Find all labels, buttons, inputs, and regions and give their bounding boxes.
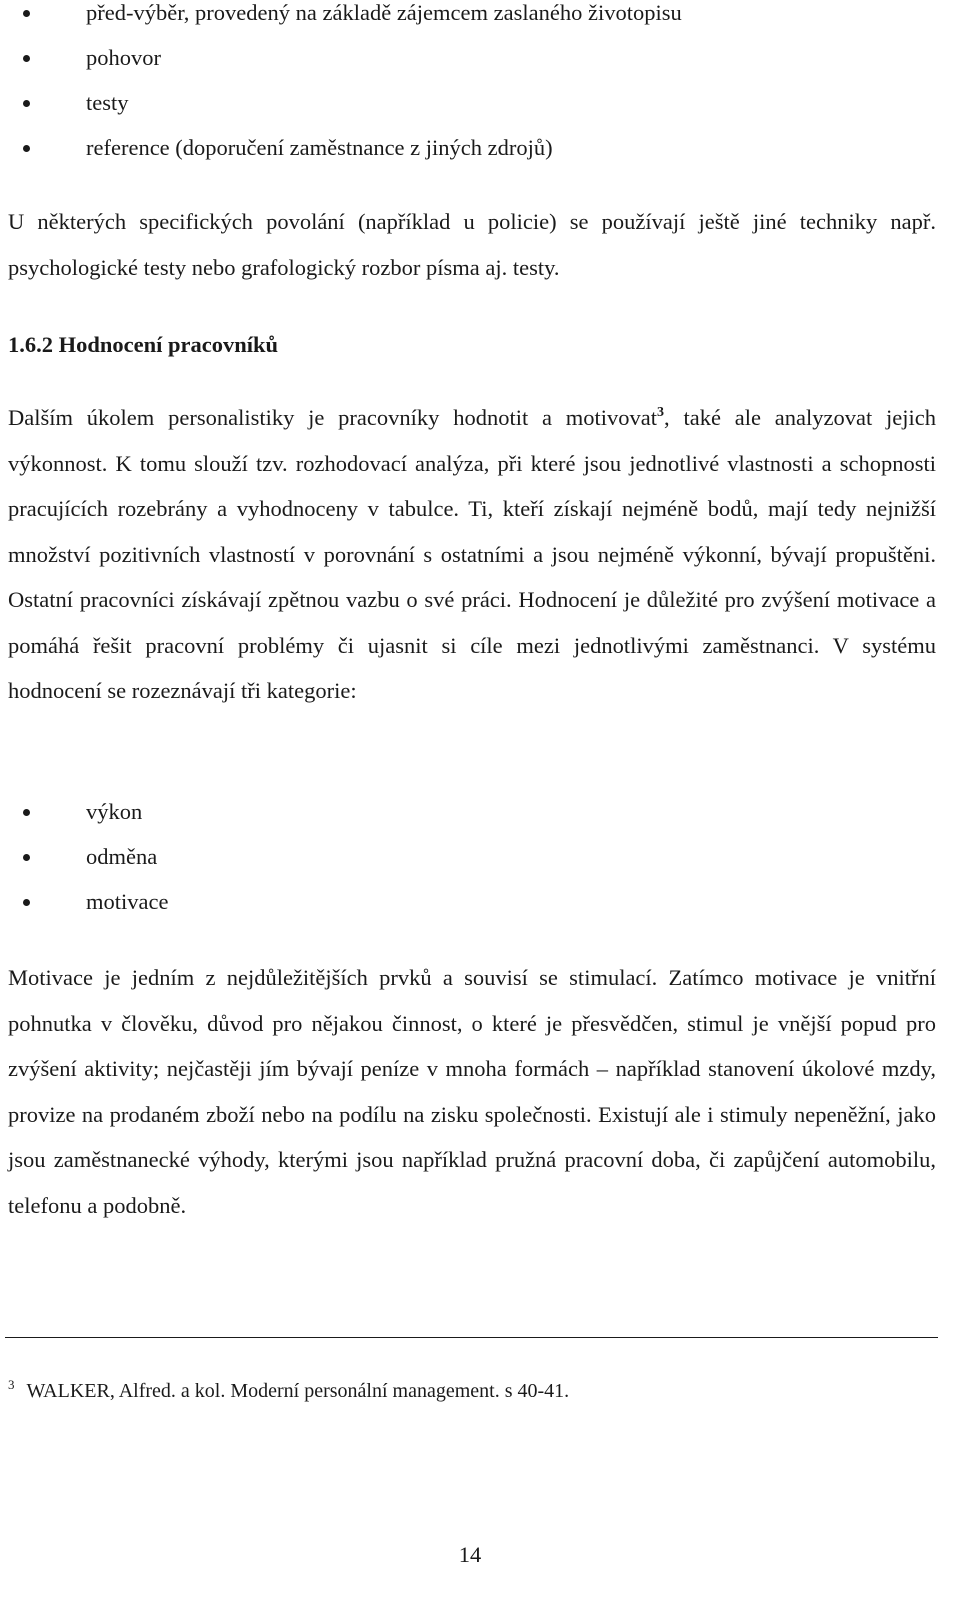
bullet-icon bbox=[23, 55, 30, 62]
paragraph-hodnoceni bbox=[8, 395, 936, 714]
bullet-icon bbox=[23, 145, 30, 152]
list-item bbox=[0, 789, 940, 834]
bullet-icon bbox=[23, 899, 30, 906]
list-item-text: výkon bbox=[86, 799, 143, 824]
list-item-text: motivace bbox=[86, 889, 169, 914]
list-item bbox=[0, 35, 940, 80]
list-item bbox=[0, 879, 940, 924]
list-item bbox=[0, 834, 940, 879]
bullet-list-selection-methods bbox=[0, 0, 940, 170]
list-item bbox=[0, 125, 940, 170]
footnote-reference[interactable]: 3 bbox=[657, 405, 665, 420]
bullet-icon bbox=[23, 100, 30, 107]
list-item-text: reference (doporučení zaměstnance z jiných zdrojů) bbox=[86, 135, 553, 160]
list-item bbox=[0, 0, 940, 35]
section-heading: 1.6.2 Hodnocení pracovníků bbox=[8, 332, 279, 357]
list-item bbox=[0, 80, 940, 125]
list-item-text: pohovor bbox=[86, 45, 161, 70]
list-item-text: odměna bbox=[86, 844, 158, 869]
footnote-number: 3 bbox=[8, 1377, 15, 1392]
footnote-text: WALKER, Alfred. a kol. Moderní personální management. s 40-41. bbox=[26, 1380, 570, 1402]
paragraph-text-start: Dalším úkolem personalistiky je pracovníky hodnotit a motivovat bbox=[8, 405, 658, 430]
footnote bbox=[8, 1376, 569, 1406]
bullet-icon bbox=[23, 809, 30, 816]
list-item-text: před-výběr, provedený na základě zájemcem zaslaného životopisu bbox=[86, 0, 682, 25]
bullet-icon bbox=[23, 10, 30, 17]
paragraph-text-rest: , také ale analyzovat jejich výkonnost. K tomu slouží tzv. rozhodovací analýza, při které jsou jednotlivé vlastnosti a schopnosti pracujících rozebrány a vyhodnoceny v tabulce. Ti, kteří získají nejméně bodů, mají tedy nejnižší množství pozitivních vlastností v porovnání s ostatními a jsou nejméně výkonní, bývají propuštěni. Ostatní pracovníci získávají zpětnou vazbu o své práci. Hodnocení je důležité pro zvýšení motivace a pomáhá řešit pracovní problémy či ujasnit si cíle mezi jednotlivými zaměstnanci. V systému hodnocení se rozeznávají tři kategorie: bbox=[8, 405, 937, 703]
footnote-divider bbox=[5, 1337, 938, 1338]
paragraph-motivace: Motivace je jedním z nejdůležitějších prvků a souvisí se stimulací. Zatímco motivace je vnitřní pohnutka v člověku, důvod pro nějakou činnost, o které je přesvědčen, stimul je vnější popud pro zvýšení aktivity; nejčastěji jím bývají peníze v mnoha formách – například stanovení úkolové mzdy, provize na prodaném zboží nebo na podílu na zisku společnosti. Existují ale i stimuly nepeněžní, jako jsou zaměstnanecké výhody, kterými jsou například pružná pracovní doba, či zapůjčení automobilu, telefonu a podobně. bbox=[8, 965, 936, 1218]
bullet-list-categories bbox=[0, 789, 940, 924]
page-number: 14 bbox=[458, 1542, 482, 1567]
bullet-icon bbox=[23, 854, 30, 861]
paragraph-intro: U některých specifických povolání (například u policie) se používají ještě jiné techniky např. psychologické testy nebo grafologický rozbor písma aj. testy. bbox=[8, 209, 936, 280]
list-item-text: testy bbox=[86, 90, 129, 115]
